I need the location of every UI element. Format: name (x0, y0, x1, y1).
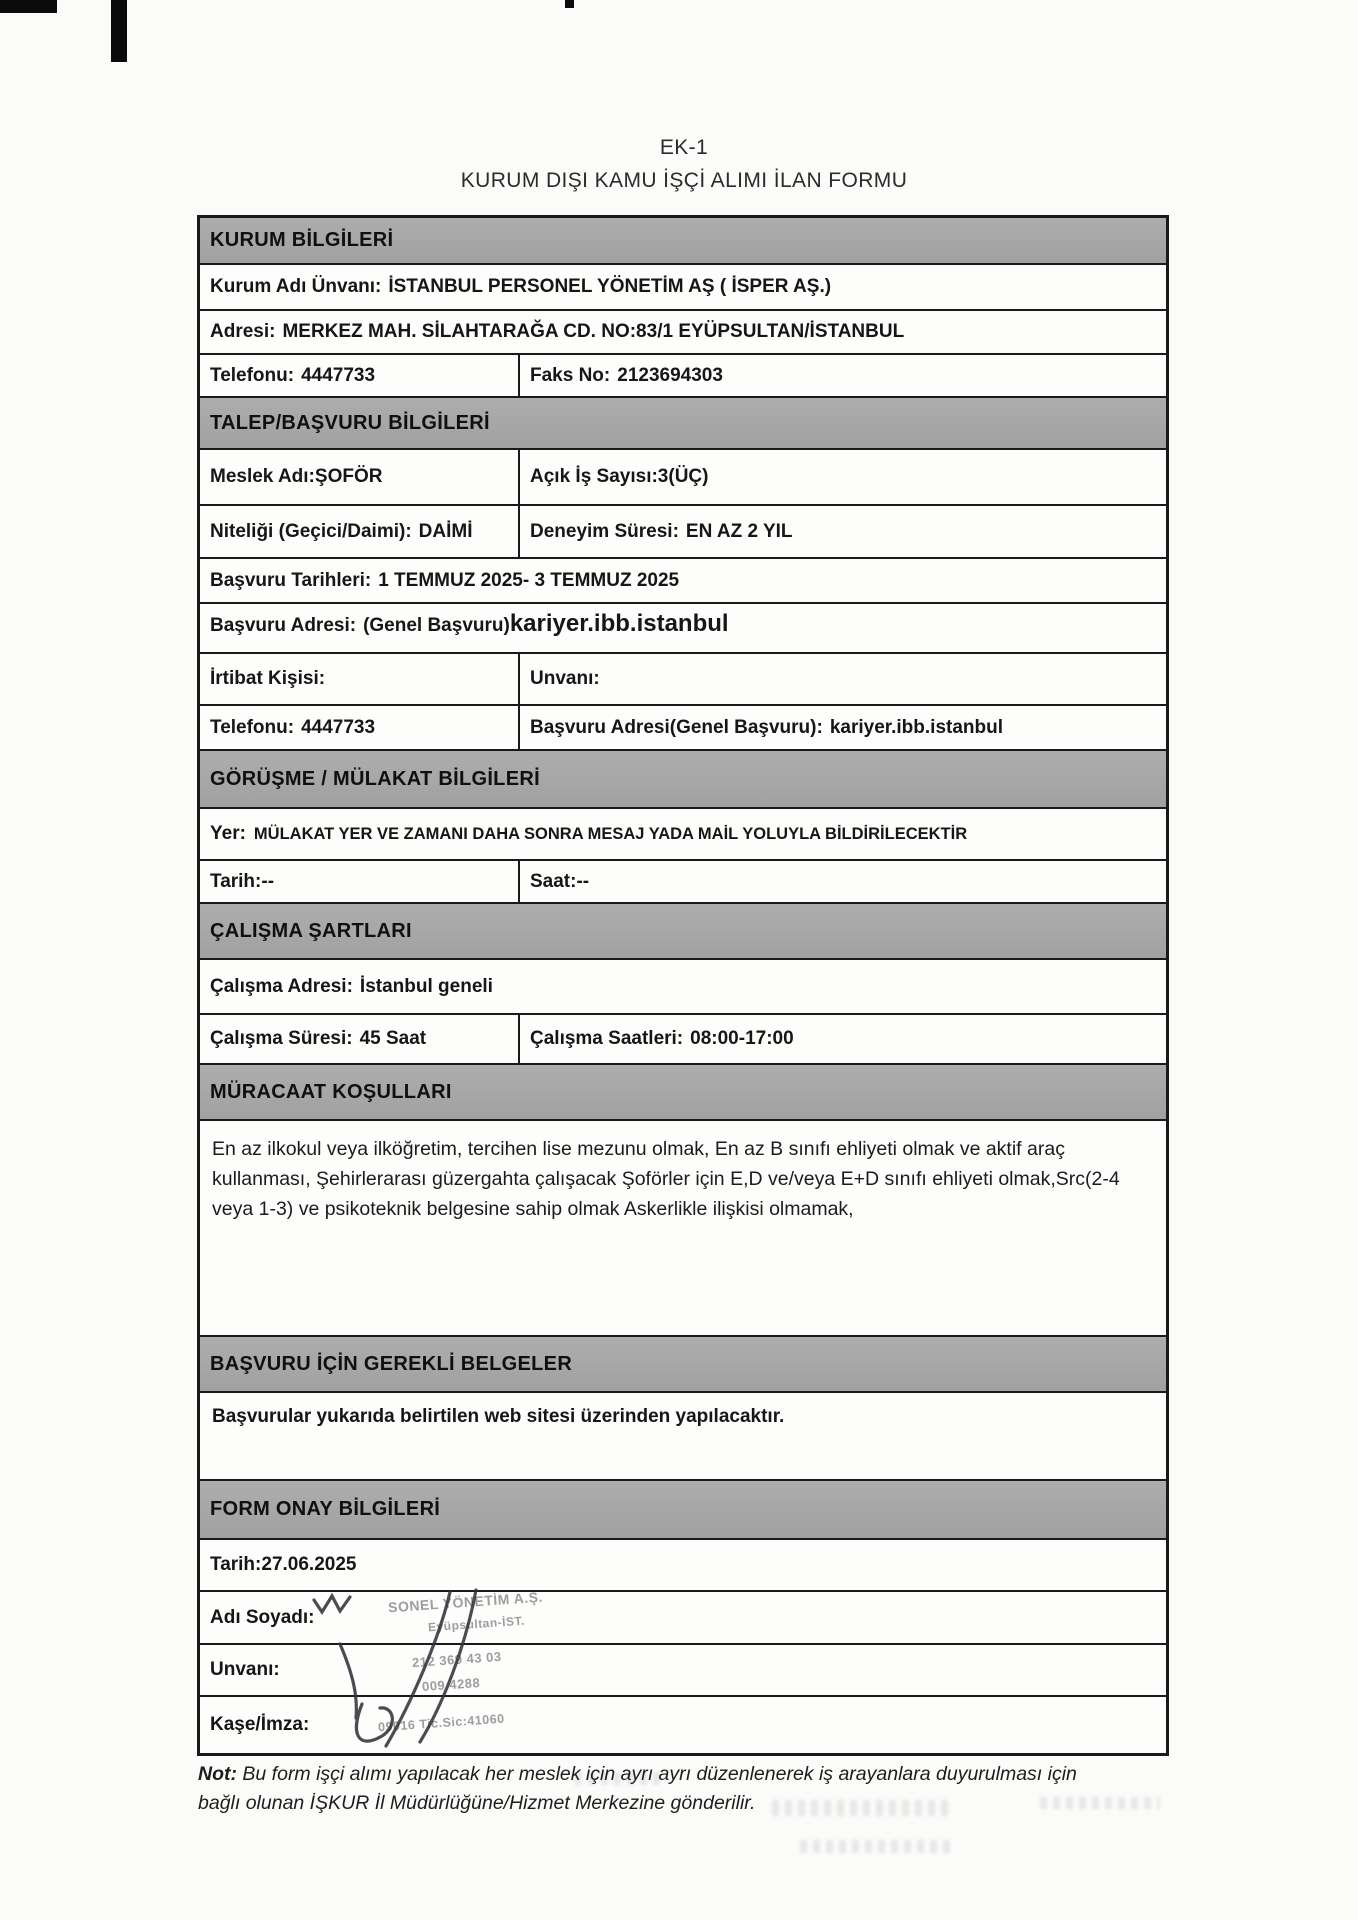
scan-artifact (0, 0, 57, 13)
stamp-company-text: SONEL YÖNETİM A.Ş. (387, 1588, 544, 1616)
section-header-gorusme (200, 751, 1166, 809)
deneyim-value: EN AZ 2 YIL (685, 520, 793, 542)
row-basvuru-tarihleri (200, 559, 1166, 604)
telefon-value: 4447733 (301, 364, 376, 386)
onay-tarih-label: Tarih: (210, 1554, 262, 1575)
row-irtibat (200, 654, 1166, 706)
tarih-label: Tarih: (210, 870, 262, 892)
irtibat-label: İrtibat Kişisi: (210, 668, 326, 689)
row-yer (200, 809, 1166, 861)
section-header-label: MÜRACAAT KOŞULLARI (210, 1080, 452, 1103)
scan-artifact (565, 0, 574, 8)
kurum-adi-value: İSTANBUL PERSONEL YÖNETİM AŞ ( İSPER AŞ.) (388, 276, 832, 297)
row-onay-tarih (200, 1540, 1166, 1592)
stamp-registry-text: 09016 Tic.Sic:41060 (377, 1711, 506, 1735)
row-meslek (200, 450, 1166, 506)
section-header-talep (200, 398, 1166, 450)
section-header-label: ÇALIŞMA ŞARTLARI (210, 919, 412, 942)
calisma-saatleri-label: Çalışma Saatleri: (530, 1028, 684, 1049)
deneyim-label: Deneyim Süresi: (530, 520, 679, 542)
footnote (198, 1760, 1103, 1819)
muracaat-text: En az ilkokul veya ilköğretim, tercihen lise mezunu olmak, En az B sınıfı ehliyeti olmak ve aktif araç kullanması, Şehirlerarası güzergahta çalışacak Şoförler için E,D ve/veya E+D sınıfı ehliyeti olmak,Src(2-4 veya 1-3) ve psikoteknik belgesine sahip olmak Askerlikle ilişkisi olmamak, (212, 1138, 1120, 1221)
section-header-label: FORM ONAY BİLGİLERİ (210, 1498, 441, 1520)
row-basvuru-adresi (200, 604, 1166, 654)
calisma-adresi-value: İstanbul geneli (359, 975, 493, 997)
section-header-label: GÖRÜŞME / MÜLAKAT BİLGİLERİ (210, 767, 540, 790)
row-telefon2 (200, 706, 1166, 751)
telefon2-value: 4447733 (301, 716, 376, 738)
tarih-value: -- (261, 870, 275, 892)
adi-soyadi-label: Adı Soyadı: (210, 1606, 315, 1628)
row-adres (200, 311, 1166, 355)
footnote-label: Not: (198, 1763, 237, 1785)
kurum-adi-label: Kurum Adı Ünvanı: (210, 276, 382, 297)
section-header-onay (200, 1481, 1166, 1540)
belgeler-text: Başvurular yukarıda belirtilen web sitesi üzerinden yapılacaktır. (212, 1406, 785, 1427)
row-tarih-saat (200, 861, 1166, 904)
meslek-label: Meslek Adı: (210, 466, 315, 487)
adres-value: MERKEZ MAH. SİLAHTARAĞA CD. NO:83/1 EYÜPSULTAN/İSTANBUL (282, 321, 905, 342)
basvuru-tarihleri-label: Başvuru Tarihleri: (210, 569, 372, 591)
section-header-label: BAŞVURU İÇİN GEREKLİ BELGELER (210, 1352, 573, 1375)
basvuru-tarihleri-value: 1 TEMMUZ 2025- 3 TEMMUZ 2025 (378, 569, 680, 591)
scan-artifact (111, 0, 127, 62)
stamp-phone2-text: 009 4288 (421, 1674, 481, 1695)
basvuru-adresi2-label: Başvuru Adresi(Genel Başvuru): (530, 716, 823, 738)
unvan-label: Unvanı: (530, 668, 600, 689)
form-title: KURUM DIŞI KAMU İŞÇİ ALIMI İLAN FORMU (460, 169, 908, 192)
onay-tarih-value: 27.06.2025 (261, 1554, 357, 1575)
basvuru-adresi-value: kariyer.ibb.istanbul (509, 610, 729, 637)
faks-value: 2123694303 (617, 364, 723, 386)
section-header-calisma (200, 904, 1166, 960)
telefon2-label: Telefonu: (210, 716, 295, 738)
section-header-muracaat (200, 1065, 1166, 1121)
nitelik-label: Niteliği (Geçici/Daimi): (210, 520, 412, 542)
basvuru-adresi-label: Başvuru Adresi: (210, 615, 357, 636)
acik-is-value: 3(ÜÇ) (657, 466, 709, 487)
meslek-value: ŞOFÖR (314, 466, 383, 487)
kase-imza-label: Kaşe/İmza: (210, 1714, 310, 1735)
row-gerekli-belgeler (200, 1393, 1166, 1481)
row-onay-unvani (200, 1645, 1166, 1697)
yer-value: MÜLAKAT YER VE ZAMANI DAHA SONRA MESAJ YADA MAİL YOLUYLA BİLDİRİLECEKTİR (253, 824, 968, 843)
stamp-phone-text: 212 369 43 03 (411, 1648, 503, 1671)
acik-is-label: Açık İş Sayısı: (530, 466, 658, 487)
row-kase-imza (200, 1697, 1166, 1753)
document-title-block (198, 136, 1170, 193)
telefon-label: Telefonu: (210, 364, 295, 386)
row-calisma-adresi (200, 960, 1166, 1015)
saat-value: -- (576, 870, 590, 892)
row-muracaat-kosullari (200, 1121, 1166, 1337)
stamp-district-text: Eyüpsultan-İST. (427, 1613, 526, 1635)
section-header-label: KURUM BİLGİLERİ (210, 229, 394, 251)
basvuru-adresi-prefix: (Genel Başvuru) (363, 615, 510, 636)
footnote-body: Bu form işçi alımı yapılacak her meslek için ayrı ayrı düzenlenerek iş arayanlara duyurulması için bağlı olunan İŞKUR İl Müdürlüğüne/Hizmet Merkezine gönderilir. (198, 1763, 1077, 1815)
adres-label: Adresi: (210, 321, 276, 342)
calisma-saatleri-value: 08:00-17:00 (690, 1028, 794, 1049)
scan-noise (800, 1840, 955, 1853)
section-header-belgeler (200, 1337, 1166, 1393)
yer-label: Yer: (210, 823, 246, 844)
calisma-adresi-label: Çalışma Adresi: (210, 975, 353, 997)
basvuru-adresi2-value: kariyer.ibb.istanbul (829, 716, 1003, 738)
faks-label: Faks No: (530, 364, 611, 386)
attachment-label: EK-1 (659, 136, 709, 159)
row-kurum-adi (200, 265, 1166, 311)
row-adi-soyadi (200, 1592, 1166, 1645)
form-table (197, 215, 1169, 1756)
row-calisma-suresi (200, 1015, 1166, 1065)
calisma-suresi-value: 45 Saat (359, 1028, 427, 1049)
saat-label: Saat: (530, 870, 577, 892)
row-telefon-faks (200, 355, 1166, 398)
onay-unvani-label: Unvanı: (210, 1659, 280, 1680)
section-header-label: TALEP/BAŞVURU BİLGİLERİ (210, 411, 490, 434)
nitelik-value: DAİMİ (418, 520, 473, 542)
section-header-kurum (200, 218, 1166, 265)
calisma-suresi-label: Çalışma Süresi: (210, 1028, 353, 1049)
row-nitelik (200, 506, 1166, 559)
